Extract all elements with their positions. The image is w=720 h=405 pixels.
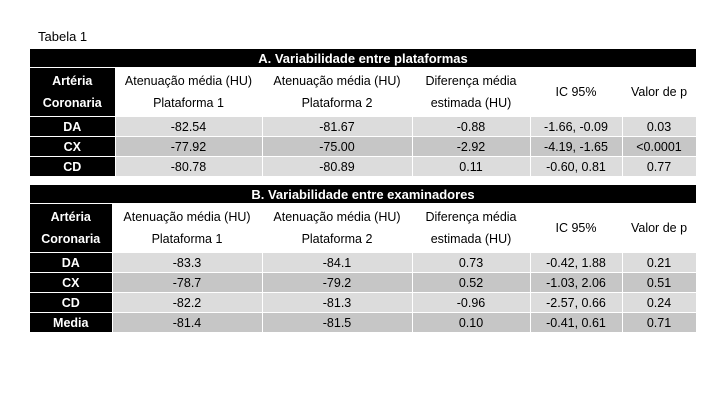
table-row bbox=[30, 293, 696, 313]
cell-ci95: -2.57, 0.66 bbox=[530, 293, 622, 313]
cell-mean-difference: 0.10 bbox=[412, 313, 530, 333]
header-artery: Artéria Coronaria bbox=[30, 68, 115, 117]
header-artery: Artéria Coronaria bbox=[30, 204, 112, 253]
cell-p-value: <0.0001 bbox=[622, 137, 696, 157]
table-examiner-variability bbox=[30, 185, 697, 333]
cell-platform-2: -81.3 bbox=[262, 293, 412, 313]
cell-ci95: -0.42, 1.88 bbox=[530, 253, 622, 273]
cell-p-value: 0.24 bbox=[622, 293, 696, 313]
cell-p-value: 0.21 bbox=[622, 253, 696, 273]
cell-mean-difference: -0.96 bbox=[412, 293, 530, 313]
table-row bbox=[30, 313, 696, 333]
cell-mean-difference: 0.11 bbox=[412, 157, 530, 177]
cell-p-value: 0.03 bbox=[622, 117, 696, 137]
header-attenuation-platform-2: Atenuação média (HU) Plataforma 2 bbox=[262, 204, 412, 253]
header-attenuation-platform-2: Atenuação média (HU) Plataforma 2 bbox=[262, 68, 412, 117]
cell-platform-2: -84.1 bbox=[262, 253, 412, 273]
cell-ci95: -0.60, 0.81 bbox=[530, 157, 622, 177]
cell-mean-difference: -2.92 bbox=[412, 137, 530, 157]
header-p-value: Valor de p bbox=[622, 68, 696, 117]
cell-platform-1: -82.2 bbox=[112, 293, 262, 313]
cell-platform-2: -81.5 bbox=[262, 313, 412, 333]
artery-label: Media bbox=[30, 313, 112, 333]
table-row bbox=[30, 273, 696, 293]
cell-ci95: -4.19, -1.65 bbox=[530, 137, 622, 157]
cell-platform-1: -83.3 bbox=[112, 253, 262, 273]
artery-label: CX bbox=[30, 273, 112, 293]
artery-label: CD bbox=[30, 157, 115, 177]
header-p-value: Valor de p bbox=[622, 204, 696, 253]
table-row bbox=[30, 117, 696, 137]
artery-label: DA bbox=[30, 117, 115, 137]
header-mean-difference: Diferença média estimada (HU) bbox=[412, 68, 530, 117]
cell-ci95: -1.03, 2.06 bbox=[530, 273, 622, 293]
cell-p-value: 0.71 bbox=[622, 313, 696, 333]
cell-platform-1: -80.78 bbox=[115, 157, 262, 177]
cell-ci95: -0.41, 0.61 bbox=[530, 313, 622, 333]
artery-label: CD bbox=[30, 293, 112, 313]
cell-platform-2: -75.00 bbox=[262, 137, 412, 157]
artery-label: CX bbox=[30, 137, 115, 157]
table-title: B. Variabilidade entre examinadores bbox=[30, 185, 696, 204]
cell-ci95: -1.66, -0.09 bbox=[530, 117, 622, 137]
header-mean-difference: Diferença média estimada (HU) bbox=[412, 204, 530, 253]
cell-p-value: 0.77 bbox=[622, 157, 696, 177]
header-ci95: IC 95% bbox=[530, 204, 622, 253]
table-row bbox=[30, 157, 696, 177]
cell-platform-1: -77.92 bbox=[115, 137, 262, 157]
cell-platform-1: -78.7 bbox=[112, 273, 262, 293]
header-attenuation-platform-1: Atenuação média (HU) Plataforma 1 bbox=[112, 204, 262, 253]
cell-platform-2: -81.67 bbox=[262, 117, 412, 137]
header-ci95: IC 95% bbox=[530, 68, 622, 117]
table-caption: Tabela 1 bbox=[38, 29, 88, 44]
cell-platform-1: -82.54 bbox=[115, 117, 262, 137]
table-row bbox=[30, 137, 696, 157]
header-attenuation-platform-1: Atenuação média (HU) Plataforma 1 bbox=[115, 68, 262, 117]
cell-platform-1: -81.4 bbox=[112, 313, 262, 333]
cell-platform-2: -80.89 bbox=[262, 157, 412, 177]
cell-mean-difference: 0.52 bbox=[412, 273, 530, 293]
cell-mean-difference: 0.73 bbox=[412, 253, 530, 273]
table-platform-variability bbox=[30, 49, 697, 177]
cell-platform-2: -79.2 bbox=[262, 273, 412, 293]
cell-p-value: 0.51 bbox=[622, 273, 696, 293]
cell-mean-difference: -0.88 bbox=[412, 117, 530, 137]
artery-label: DA bbox=[30, 253, 112, 273]
table-row bbox=[30, 253, 696, 273]
table-title: A. Variabilidade entre plataformas bbox=[30, 49, 696, 68]
